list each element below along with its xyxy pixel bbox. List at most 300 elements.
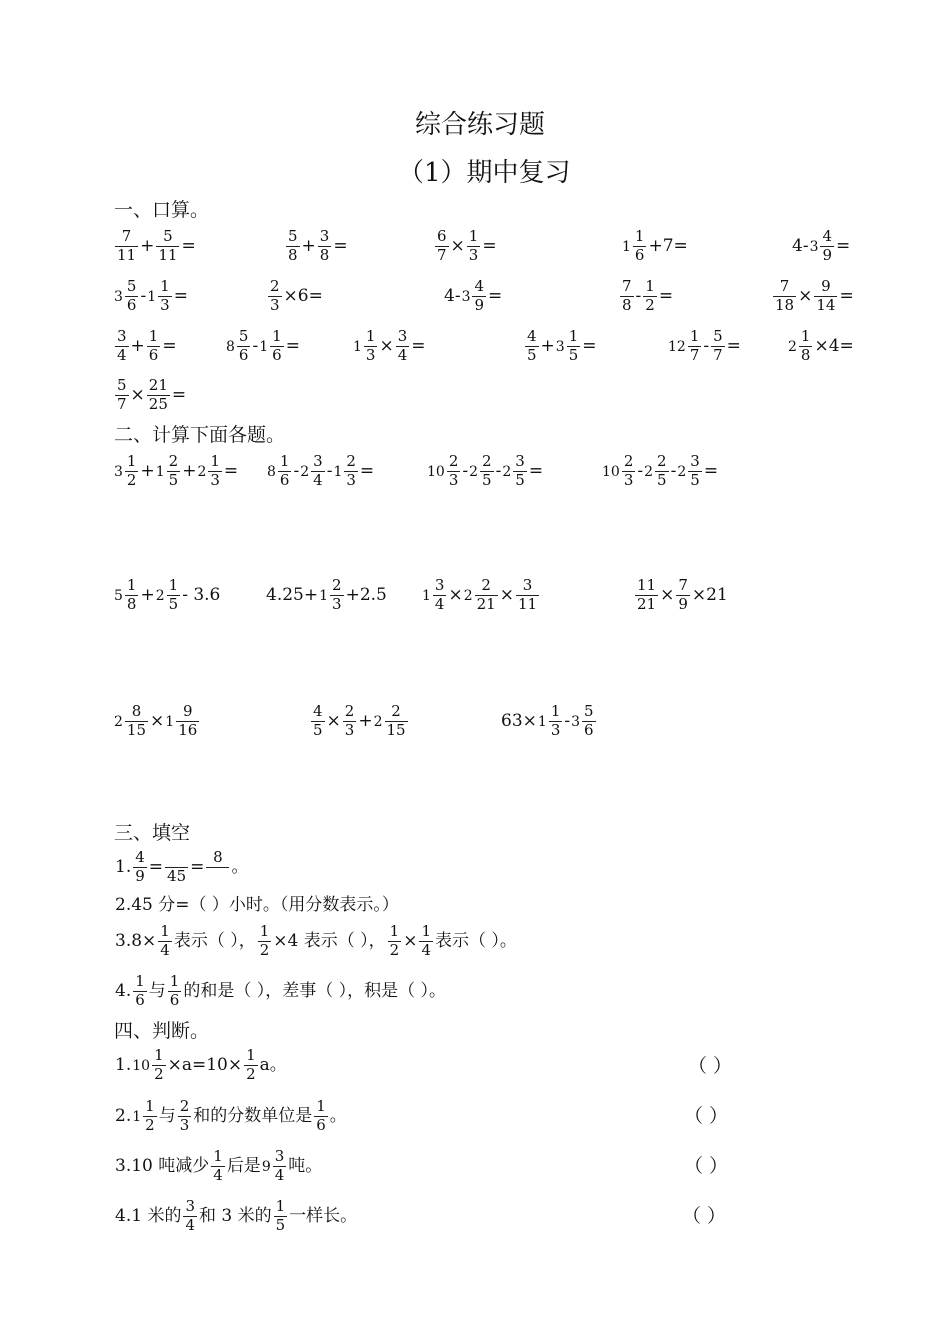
expr-text: + (301, 235, 316, 256)
expr-text: - (252, 335, 259, 356)
denominator: 2 (154, 1064, 164, 1083)
denominator: 45 (167, 866, 187, 885)
denominator: 3 (344, 720, 355, 739)
oral-item (114, 378, 187, 413)
fraction (311, 454, 325, 489)
numerator: 8 (131, 702, 142, 720)
numerator: 3 (397, 327, 408, 345)
fraction (270, 329, 284, 364)
fraction (183, 1199, 197, 1234)
denominator: 6 (135, 990, 145, 1009)
calc-item (500, 704, 597, 739)
section-judge-heading: 四、判断。 (114, 1020, 210, 1042)
fraction (799, 329, 813, 364)
denominator: 5 (568, 345, 579, 364)
mixed-whole: 2 (677, 464, 687, 481)
fraction (433, 578, 447, 613)
oral-item (353, 329, 427, 364)
expr-text: 和的分数单位是 (193, 1105, 313, 1126)
mixed-whole: 2 (463, 588, 473, 605)
expr-text: × (798, 285, 813, 306)
expr-text: - (462, 460, 469, 481)
mixed-whole: 2 (197, 464, 207, 481)
expr-text: 4.25+ (266, 584, 319, 605)
oral-item (114, 229, 197, 264)
fraction (311, 704, 325, 739)
fraction (582, 704, 596, 739)
mixed-whole: 1 (622, 239, 631, 256)
denominator: 6 (279, 470, 290, 489)
denominator: 7 (713, 345, 723, 364)
fraction (273, 1149, 287, 1184)
judge-item (114, 1099, 348, 1134)
expr-text: 一样长。 (289, 1205, 358, 1226)
denominator: 6 (316, 1115, 326, 1134)
fraction (688, 454, 702, 489)
numerator: 3 (690, 452, 700, 470)
mixed-whole: 2 (155, 588, 165, 605)
fraction (516, 578, 539, 613)
denominator: 3 (468, 245, 479, 264)
denominator: 2 (645, 295, 655, 314)
oral-item (114, 279, 189, 314)
expr-text: × (379, 335, 394, 356)
fraction (385, 704, 408, 739)
numerator: 1 (365, 327, 376, 345)
numerator: 11 (637, 576, 657, 594)
denominator: 3 (179, 1115, 190, 1134)
fraction (447, 454, 461, 489)
section-fill-heading: 三、填空 (114, 822, 191, 844)
numerator: 2 (270, 277, 280, 295)
mixed-whole: 1 (165, 714, 175, 731)
expr-text: 1. (115, 1054, 132, 1075)
denominator: 14 (816, 295, 836, 314)
expr-text: + (140, 584, 155, 605)
expr-text: - (564, 710, 571, 731)
numerator: 2 (168, 452, 179, 470)
fraction (168, 974, 182, 1009)
fill-item (114, 850, 249, 885)
numerator: 1 (568, 327, 579, 345)
denominator: 6 (272, 345, 282, 364)
mixed-whole: 2 (114, 714, 123, 731)
numerator: 1 (148, 327, 159, 345)
expr-text: × (448, 584, 463, 605)
judge-answer-paren[interactable]: （ ） (684, 1105, 729, 1127)
mixed-whole: 8 (226, 339, 235, 356)
oral-item (443, 279, 503, 314)
denominator: 4 (313, 470, 323, 489)
judge-item (114, 1149, 323, 1184)
numerator: 3 (313, 452, 323, 470)
denominator: 15 (386, 720, 406, 739)
mixed-whole: 9 (261, 1159, 271, 1176)
page-title: 综合练习题 (415, 110, 546, 140)
fraction (513, 454, 527, 489)
denominator: 21 (476, 594, 496, 613)
fraction (396, 329, 410, 364)
numerator: 1 (279, 452, 290, 470)
expr-text: = (658, 285, 674, 306)
denominator: 2 (126, 470, 137, 489)
expr-text: + (182, 460, 197, 481)
denominator: 6 (169, 990, 180, 1009)
numerator: 5 (713, 327, 723, 345)
numerator: 1 (126, 452, 137, 470)
expr-text: ×4 表示（ ）， (273, 930, 386, 951)
denominator: 4 (213, 1165, 223, 1184)
fraction (167, 454, 181, 489)
fraction (244, 1048, 258, 1083)
oral-item (285, 229, 349, 264)
fraction (711, 329, 725, 364)
denominator: 2 (246, 1064, 256, 1083)
mixed-whole: 3 (114, 289, 123, 306)
expr-text: ×6= (283, 285, 323, 306)
denominator: 2 (145, 1115, 155, 1134)
numerator: 7 (678, 576, 688, 594)
fraction (364, 329, 378, 364)
numerator: 4 (527, 327, 537, 345)
expr-text: 与 (148, 980, 166, 1001)
fraction (480, 454, 494, 489)
numerator: 4 (474, 277, 485, 295)
fraction (330, 578, 344, 613)
numerator: 1 (126, 576, 137, 594)
oral-item (772, 279, 855, 314)
numerator (165, 850, 188, 867)
fraction (152, 1048, 166, 1083)
fraction (622, 454, 636, 489)
denominator: 3 (160, 295, 170, 314)
fraction (211, 1149, 225, 1184)
expr-text: 表示（ ）。 (435, 930, 517, 951)
denominator: 4 (274, 1165, 285, 1184)
numerator: 5 (584, 702, 594, 720)
page-subtitle: （1）期中复习 (398, 158, 571, 188)
numerator: 1 (421, 922, 431, 940)
numerator: 1 (160, 922, 170, 940)
denominator: 15 (126, 720, 147, 739)
denominator: 2 (389, 940, 400, 959)
denominator: 8 (622, 295, 632, 314)
calc-item (265, 578, 388, 613)
denominator: 5 (275, 1215, 286, 1234)
expr-text: 吨。 (288, 1155, 323, 1176)
expr-text: - (495, 460, 502, 481)
numerator: 21 (148, 376, 168, 394)
mixed-whole: 2 (373, 714, 383, 731)
expr-text: 的和是（ ），差事（ ），积是（ ）。 (183, 980, 447, 1001)
numerator: 7 (779, 277, 790, 295)
expr-text: = (726, 335, 741, 356)
fraction (258, 924, 272, 959)
denominator: 6 (634, 245, 645, 264)
expr-text: × (130, 384, 145, 405)
numerator: 9 (182, 702, 193, 720)
fraction (206, 850, 229, 885)
expr-text: = (171, 384, 187, 405)
numerator: 4 (313, 702, 323, 720)
fraction (314, 1099, 328, 1134)
expr-text: = (148, 856, 164, 877)
mixed-whole: 3 (114, 464, 123, 481)
numerator: 1 (800, 327, 811, 345)
expr-text: a。 (259, 1054, 287, 1075)
mixed-whole: 12 (668, 339, 686, 356)
fraction (133, 974, 147, 1009)
numerator: 2 (448, 452, 459, 470)
expr-text: ×a=10× (167, 1054, 243, 1075)
mixed-whole: 1 (333, 464, 343, 481)
expr-text: + (140, 235, 155, 256)
oral-item (668, 329, 742, 364)
mixed-whole: 2 (644, 464, 654, 481)
numerator: 1 (272, 327, 282, 345)
numerator: 1 (550, 702, 561, 720)
denominator: 11 (117, 245, 137, 264)
denominator: 8 (800, 345, 811, 364)
numerator: 1 (145, 1097, 155, 1115)
denominator: 4 (397, 345, 408, 364)
fraction (820, 229, 834, 264)
fraction (147, 329, 161, 364)
numerator: 2 (332, 576, 342, 594)
numerator: 3 (515, 452, 525, 470)
mixed-whole: 10 (602, 464, 620, 481)
fraction (156, 229, 179, 264)
expr-text: - (326, 460, 333, 481)
expr-text: = (190, 856, 205, 877)
fraction (268, 279, 282, 314)
fraction (115, 329, 129, 364)
mixed-whole: 1 (132, 1109, 142, 1126)
fraction (237, 329, 251, 364)
denominator: 4 (434, 594, 445, 613)
expr-text: - (635, 285, 642, 306)
expr-text: ×21 (691, 584, 728, 605)
judge-answer-paren[interactable]: （ ） (684, 1155, 729, 1177)
numerator: 5 (126, 277, 137, 295)
fraction (773, 279, 796, 314)
oral-item (622, 229, 689, 264)
expr-text: 3.8× (115, 930, 157, 951)
expr-text: 2.45 分=（ ）小时。（用分数表示。） (115, 895, 399, 915)
numerator: 3 (319, 227, 330, 245)
denominator: 7 (437, 245, 447, 264)
fraction (167, 578, 181, 613)
numerator: 1 (389, 922, 400, 940)
denominator: 3 (550, 720, 561, 739)
judge-answer-paren[interactable]: （ ） (688, 1055, 733, 1077)
mixed-whole: 2 (502, 464, 512, 481)
denominator: 3 (346, 470, 356, 489)
fraction (125, 279, 139, 314)
expr-text: 与 (158, 1105, 176, 1126)
expr-text: = (223, 460, 239, 481)
judge-item (114, 1048, 288, 1083)
numerator: 2 (623, 452, 634, 470)
numerator: 8 (213, 848, 223, 866)
denominator: 5 (168, 470, 179, 489)
numerator: 1 (275, 1197, 286, 1215)
fraction (208, 454, 222, 489)
denominator: 7 (689, 345, 700, 364)
expr-text: = (285, 335, 300, 356)
calc-item (310, 704, 409, 739)
fraction (655, 454, 669, 489)
section-oral-heading: 一、口算。 (114, 199, 210, 221)
numerator: 7 (622, 277, 632, 295)
expr-text: - (670, 460, 677, 481)
calc-item (422, 578, 540, 613)
fraction (274, 1199, 288, 1234)
expr-text: + (540, 335, 555, 356)
expr-text: 3.10 吨减少 (115, 1155, 210, 1176)
denominator: 4 (421, 940, 431, 959)
mixed-whole: 2 (469, 464, 479, 481)
numerator: 1 (135, 972, 145, 990)
mixed-whole: 3 (571, 714, 581, 731)
numerator: 4 (822, 227, 833, 245)
fraction (115, 378, 129, 413)
expr-text: × (450, 235, 465, 256)
denominator: 5 (313, 720, 323, 739)
denominator: 5 (168, 594, 179, 613)
expr-text: 1. (115, 856, 132, 877)
fraction (133, 850, 147, 885)
fraction (435, 229, 449, 264)
expr-text: 表示（ ）， (173, 930, 256, 951)
fill-item (114, 974, 447, 1009)
denominator: 3 (623, 470, 634, 489)
fraction (343, 704, 357, 739)
oral-item (791, 229, 851, 264)
expr-text: × (326, 710, 341, 731)
expr-text: - (293, 460, 300, 481)
denominator: 6 (126, 295, 137, 314)
denominator: 5 (657, 470, 667, 489)
numerator: 1 (259, 922, 270, 940)
expr-text: + (140, 460, 155, 481)
numerator: 5 (163, 227, 173, 245)
denominator: 3 (210, 470, 220, 489)
denominator: 3 (448, 470, 459, 489)
denominator: 9 (678, 594, 688, 613)
denominator: 4 (160, 940, 170, 959)
expr-text: 63× (501, 710, 537, 731)
oral-item (226, 329, 301, 364)
expr-text: = (359, 460, 375, 481)
fraction (115, 229, 138, 264)
expr-text: × (403, 930, 418, 951)
numerator: 1 (468, 227, 479, 245)
numerator: 2 (346, 452, 356, 470)
fraction (419, 924, 433, 959)
mixed-whole: 1 (422, 588, 431, 605)
expr-text: × (660, 584, 675, 605)
fraction (176, 704, 199, 739)
denominator: 5 (482, 470, 492, 489)
expr-text: + (130, 335, 145, 356)
fraction (158, 279, 172, 314)
numerator: 3 (274, 1147, 285, 1165)
calc-item (114, 704, 200, 739)
fraction (525, 329, 539, 364)
fraction (165, 850, 188, 885)
numerator: 1 (168, 576, 179, 594)
denominator: 11 (517, 594, 538, 613)
expr-text: = (173, 285, 188, 306)
expr-text: 后是 (226, 1155, 261, 1176)
mixed-whole: 1 (319, 588, 329, 605)
fraction (688, 329, 702, 364)
numerator: 3 (185, 1197, 195, 1215)
expr-text: +2.5 (345, 584, 387, 605)
mixed-whole: 5 (114, 588, 123, 605)
denominator: 4 (117, 345, 127, 364)
fraction (676, 578, 690, 613)
numerator: 1 (154, 1046, 164, 1064)
section-calc-heading: 二、计算下面各题。 (114, 424, 286, 446)
mixed-whole: 10 (132, 1058, 151, 1075)
denominator: 9 (135, 866, 145, 885)
fill-item (114, 924, 518, 959)
denominator: 3 (332, 594, 342, 613)
mixed-whole: 3 (555, 339, 565, 356)
judge-answer-paren[interactable]: （ ） (682, 1205, 727, 1227)
numerator: 3 (434, 576, 445, 594)
oral-item (267, 279, 324, 314)
mixed-whole: 1 (353, 339, 362, 356)
denominator: 8 (319, 245, 330, 264)
numerator: 5 (238, 327, 249, 345)
mixed-whole: 3 (461, 289, 471, 306)
expr-text: = (333, 235, 348, 256)
denominator: 9 (474, 295, 485, 314)
numerator: 1 (689, 327, 700, 345)
fraction (643, 279, 657, 314)
expr-text: ×4= (814, 335, 854, 356)
fraction (388, 924, 402, 959)
expr-text: × (150, 710, 165, 731)
denominator: 6 (148, 345, 159, 364)
oral-item (788, 329, 855, 364)
denominator: 2 (259, 940, 270, 959)
fraction (467, 229, 481, 264)
calc-item (427, 454, 544, 489)
mixed-whole: 8 (267, 464, 276, 481)
calc-item (634, 578, 729, 613)
expr-text: = (836, 235, 851, 256)
fraction (125, 578, 139, 613)
expr-text: 。 (231, 856, 249, 877)
calc-item (267, 454, 375, 489)
fraction (278, 454, 292, 489)
numerator: 1 (316, 1097, 326, 1115)
fraction (814, 279, 837, 314)
numerator: 1 (634, 227, 645, 245)
expr-text: 4.1 米的 (115, 1205, 182, 1226)
denominator: 9 (822, 245, 833, 264)
expr-text: 4- (444, 285, 461, 306)
expr-text: × (499, 584, 514, 605)
fraction (143, 1099, 157, 1134)
numerator: 7 (121, 227, 132, 245)
fraction (472, 279, 486, 314)
oral-item (524, 329, 598, 364)
